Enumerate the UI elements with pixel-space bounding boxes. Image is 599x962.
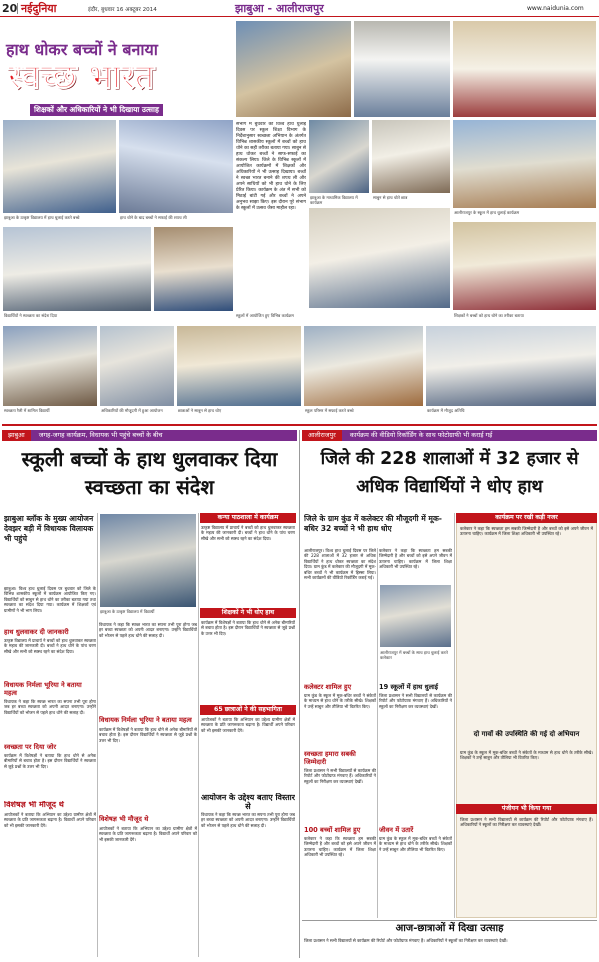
- left-body-text: झाबुआ। विश्व हाथ धुलाई दिवस पर बुधवार को जिले के विभिन्न शासकीय स्कूलों में कार्यक्रम आयोजित किए गए। विद्यार्थियों को साबुन से हाथ धोने का तरीका बताया गया तथा स्वच्छता का संदेश दिया गया। कार्यक्रम में शिक्षकों एवं ग्रामीणों ने भी भाग लिया।: [4, 586, 96, 613]
- left-box-4-text: विधायक ने कहा कि स्वच्छ भारत का सपना तभी पूरा होगा जब हर बच्चा स्वच्छता को अपनी आदत बनाएगा। उन्होंने विद्यार्थियों को भोजन से पहले हाथ धोने की सलाह दी।: [201, 812, 295, 828]
- left-box-3-text: आयोजकों ने बताया कि अभियान का उद्देश्य ग्रामीण क्षेत्रों में स्वच्छता के प्रति जागरूकता बढ़ाना है। विद्यार्थी अपने परिवार को भी इसकी जानकारी देंगे।: [201, 717, 295, 733]
- right-col-text-f: ग्राम कुंड के स्कूल में मूक-बधिर बच्चों ने संकेतों के माध्यम से हाथ धोने के तरीके सीखे। शिक्षकों ने उन्हें साबुन और तौलिया भी वितरित किए।: [379, 836, 452, 852]
- right-photo-caption: आलीराजपुर में बच्चों के साथ हाथ धुलाई करते कलेक्टर: [380, 650, 448, 660]
- caption-12: स्कूल परिसर में सफाई करते बच्चे: [305, 408, 354, 413]
- left-subhead-2: विधायक निर्मला भूरिया ने बताया महत्व: [4, 681, 82, 697]
- feature-title-block: [2, 20, 234, 118]
- right-deck: जिले के ग्राम कुंड में कलेक्टर की मौजूदगी में मूक-बधिर 32 बच्चों ने भी हाथ धोए: [304, 514, 442, 533]
- right-col-text-b: ग्राम कुंड के स्कूल में मूक-बधिर बच्चों ने संकेतों के माध्यम से हाथ धोने के तरीके सीखे। शिक्षकों ने उन्हें साबुन और तौलिया भी वितरित किए।: [304, 693, 376, 709]
- right-footer-text: जिला प्रशासन ने सभी विद्यालयों से कार्यक्रम की रिपोर्ट और फोटोग्राफ मंगवाए हैं। अधिकारियों ने स्कूलों का निरीक्षण कर व्यवस्थाएं देखीं।: [304, 938, 508, 943]
- photo-outdoor-ceremony: [452, 119, 597, 209]
- feature-subtitle: शिक्षकों और अधिकारियों ने भी दिखाया उत्साह: [30, 104, 163, 116]
- left-deck: झाबुआ ब्लॉक के मुख्य आयोजन देवझर बड़ी में विधायक विलायक भी पहुंचे: [4, 514, 94, 543]
- left-mid-column-3: आयोजकों ने बताया कि अभियान का उद्देश्य ग्रामीण क्षेत्रों में स्वच्छता के प्रति जागरूकता बढ़ाना है। विद्यार्थी अपने परिवार को भी इसकी जानकारी देंगे।: [99, 826, 197, 842]
- right-col-text-c: जिला प्रशासन ने सभी विद्यालयों से कार्यक्रम की रिपोर्ट और फोटोग्राफ मंगवाए हैं। अधिकारियों ने स्कूलों का निरीक्षण कर व्यवस्थाएं देखीं।: [304, 768, 376, 784]
- right-subhead-5: जीवन में उतारें: [379, 826, 414, 834]
- right-subhead-4: 100 बच्चों शामिल हुए: [304, 826, 361, 834]
- right-col-text-d: कलेक्टर ने कहा कि स्वच्छता हम सबकी जिम्मेदारी है और बच्चों को इसे अपने जीवन में उतारना चाहिए। कार्यक्रम में जिला शिक्षा अधिकारी भी उपस्थित रहे।: [304, 836, 376, 858]
- left-mid-subhead-2: विशेषज्ञ भी मौजूद थे: [99, 815, 149, 823]
- right-footer-rule: [302, 920, 597, 921]
- newspaper-logo: नईदुनिया: [21, 2, 57, 15]
- caption-5: आलीराजपुर के स्कूल में हाथ धुलाई कार्यक्रम: [454, 210, 520, 215]
- left-headline: स्कूली बच्चों के हाथ धुलवाकर दिया स्वच्छता का संदेश: [21, 447, 278, 499]
- photo-handwash-close: [308, 119, 370, 194]
- center-divider: [299, 430, 300, 958]
- right-box-1-title: कार्यक्रम पर रखी कड़ी नजर: [456, 513, 597, 523]
- left-mid-subhead: विधायक निर्मला भूरिया ने बताया महत्व: [99, 716, 192, 724]
- photo-students-line: [452, 20, 597, 118]
- left-band-text: जगह-जगह कार्यक्रम, विधायक भी पहुंचे बच्चों के बीच: [38, 431, 163, 439]
- right-col-rule-1: [377, 548, 378, 918]
- right-col-text-a: कलेक्टर ने कहा कि स्वच्छता हम सबकी जिम्मेदारी है और बच्चों को इसे अपने जीवन में उतारना चाहिए। कार्यक्रम में जिला शिक्षा अधिकारी भी उपस्थित रहे।: [379, 548, 452, 570]
- dateline: इंदौर, बुधवार 16 अक्टूबर 2014: [88, 7, 157, 13]
- right-article-photo: [379, 584, 452, 648]
- right-footer-headline: आज-छात्राओं में दिखा उत्साह: [395, 923, 504, 934]
- right-col-rule-2: [454, 513, 455, 918]
- photo-officials-school: [308, 207, 451, 309]
- page-number-divider: [17, 3, 18, 14]
- photo-teachers-group: [2, 226, 152, 312]
- left-box-2-title: शिक्षकों ने भी धोए हाथ: [200, 608, 296, 618]
- left-col-rule-2: [198, 513, 199, 957]
- right-box-1-text: कलेक्टर ने कहा कि स्वच्छता हम सबकी जिम्मेदारी है और बच्चों को इसे अपने जीवन में उतारना चाहिए। कार्यक्रम में जिला शिक्षा अधिकारी भी उपस्थित रहे।: [460, 526, 593, 537]
- caption-13: कार्यक्रम में मौजूद अतिथि: [427, 408, 465, 413]
- caption-4: साबुन से हाथ धोते छात्र: [373, 195, 408, 200]
- right-band-text: कार्यक्रम की वीडियो रिकॉर्डिंग के साथ फोटोग्राफी भी कराई गई: [349, 431, 493, 439]
- left-subhead-5: आयोजन के उद्देश्य बताए विस्तार से: [201, 793, 295, 810]
- left-box-2-text: कार्यक्रम में विशेषज्ञों ने बताया कि हाथ धोने से अनेक बीमारियों से बचाव होता है। इस दौरान विद्यार्थियों ने स्वच्छता से जुड़े प्रश्नों के उत्तर भी दिए।: [201, 620, 295, 636]
- feature-intro-text: संभाग में बुधवार को विश्व हाथ धुलाई दिवस पर स्कूल शिक्षा विभाग के निर्देशानुसार स्वच्छता अभियान के अंतर्गत विभिन्न शासकीय स्कूलों में बच्चों को हाथ धोने का सही तरीका बताया गया। साबुन से हाथ धोकर बच्चों ने साफ-सफाई का संकल्प लिया। जिले के विभिन्न स्कूलों में आयोजित कार्यक्रमों में शिक्षकों और अधिकारियों ने भी उत्साह दिखाया। बच्चों ने स्वच्छ भारत बनाने की शपथ ली और अपने साथियों को भी हाथ धोने के लिए प्रेरित किया। कार्यक्रम के अंत में सभी को मिठाई बांटी गई और बच्चों ने अपने अनुभव साझा किए। इस दौरान पूरे संभाग के स्कूलों में उत्सव जैसा माहौल रहा।: [236, 122, 306, 211]
- right-section-band: [302, 430, 597, 441]
- left-article-photo: [99, 513, 197, 608]
- feature-title-line1: हाथ धोकर बच्चों ने बनाया: [6, 40, 158, 59]
- caption-3: झाबुआ के माध्यमिक विद्यालय में कार्यक्रम: [310, 195, 358, 205]
- section-name: झाबुआ - आलीराजपुर: [235, 2, 324, 15]
- left-subhead-3: स्वच्छता पर दिया जोर: [4, 743, 57, 751]
- caption-8: शिक्षकों ने बच्चों को हाथ धोने का तरीका बताया: [454, 313, 524, 318]
- photo-bottom-4: [303, 325, 424, 407]
- left-mid-column-2: कार्यक्रम में विशेषज्ञों ने बताया कि हाथ धोने से अनेक बीमारियों से बचाव होता है। इस दौरान विद्यार्थियों ने स्वच्छता से जुड़े प्रश्नों के उत्तर भी दिए।: [99, 727, 197, 743]
- page-number: 20: [2, 2, 18, 15]
- left-box-3-title: 65 छात्राओं ने की सहभागिता: [200, 705, 296, 715]
- left-photo-caption: झाबुआ के उत्कृष्ट विद्यालय में विद्यार्थी: [100, 609, 155, 614]
- photo-bottom-5: [425, 325, 597, 407]
- right-subhead-2: कलेक्टर शामिल हुए: [304, 683, 352, 691]
- website[interactable]: www.naidunia.com: [527, 5, 584, 12]
- left-subhead-4: विशेषज्ञ भी मौजूद थे: [4, 801, 64, 809]
- right-body-text: आलीराजपुर। विश्व हाथ धुलाई दिवस पर जिले की 228 शालाओं में 32 हजार से अधिक विद्यार्थियों ने हाथ धोकर स्वच्छता का संदेश दिया। ग्राम कुंड में कलेक्टर की मौजूदगी में मूक-बधिर बच्चों ने भी कार्यक्रम में हिस्सा लिया। सभी कार्यक्रमों की वीडियो रिकॉर्डिंग कराई गई।: [304, 548, 376, 581]
- photo-girls-row: [153, 226, 234, 312]
- right-box-3-text: जिला प्रशासन ने सभी विद्यालयों से कार्यक्रम की रिपोर्ट और फोटोग्राफ मंगवाए हैं। अधिकारियों ने स्कूलों का निरीक्षण कर व्यवस्थाएं देखीं।: [460, 817, 593, 828]
- photo-bottom-2: [99, 325, 175, 407]
- right-headline: जिले की 228 शालाओं में 32 हजार से अधिक विद्यार्थियों ने धोए हाथ: [320, 449, 579, 497]
- photo-bottom-3: [176, 325, 302, 407]
- right-col-text-e: जिला प्रशासन ने सभी विद्यालयों से कार्यक्रम की रिपोर्ट और फोटोग्राफ मंगवाए हैं। अधिकारियों ने स्कूलों का निरीक्षण कर व्यवस्थाएं देखीं।: [379, 693, 452, 709]
- left-box-1-text: उत्कृष्ट विद्यालय में प्राचार्य ने बच्चों को हाथ धुलवाकर स्वच्छता के महत्व की जानकारी दी। बच्चों ने हाथ धोने के पांच चरण सीखे और सभी को स्वस्थ रहने का संदेश दिया।: [201, 525, 295, 541]
- right-box-2-text: ग्राम कुंड के स्कूल में मूक-बधिर बच्चों ने संकेतों के माध्यम से हाथ धोने के तरीके सीखे। शिक्षकों ने उन्हें साबुन और तौलिया भी वितरित किए।: [460, 750, 593, 761]
- right-box-2-title: दो गावों की उपस्थिति की गई दो अभियान: [473, 730, 580, 738]
- left-mid-column: विधायक ने कहा कि स्वच्छ भारत का सपना तभी पूरा होगा जब हर बच्चा स्वच्छता को अपनी आदत बनाएगा। उन्होंने विद्यार्थियों को भोजन से पहले हाथ धोने की सलाह दी।: [99, 622, 197, 638]
- caption-11: छात्राओं ने साबुन से हाथ धोए: [178, 408, 222, 413]
- photo-children-handwash-2: [353, 20, 451, 118]
- caption-6: विद्यार्थियों ने स्वच्छता का संदेश दिया: [4, 313, 58, 318]
- right-band-tag: आलीराजपुर: [302, 430, 342, 441]
- photo-classroom: [371, 119, 451, 194]
- left-col-text-3: कार्यक्रम में विशेषज्ञों ने बताया कि हाथ धोने से अनेक बीमारियों से बचाव होता है। इस दौरान विद्यार्थियों ने स्वच्छता से जुड़े प्रश्नों के उत्तर भी दिए।: [4, 753, 96, 769]
- left-subhead-1: हाथ धुलवाकर दी जानकारी: [4, 628, 69, 636]
- caption-9: स्वच्छता रैली में शामिल विद्यार्थी: [4, 408, 50, 413]
- photo-school-outdoor: [2, 119, 117, 214]
- photo-girls-washing: [118, 119, 234, 214]
- left-box-1-title: कन्या पाठशाला में कार्यक्रम: [200, 513, 296, 523]
- caption-1: झाबुआ के उत्कृष्ट विद्यालय में हाथ धुलाई करते बच्चे: [4, 215, 80, 220]
- caption-10: अधिकारियों की मौजूदगी में हुआ आयोजन: [101, 408, 163, 413]
- photo-children-handwash-1: [235, 20, 352, 118]
- left-col-text-2: विधायक ने कहा कि स्वच्छ भारत का सपना तभी पूरा होगा जब हर बच्चा स्वच्छता को अपनी आदत बनाएगा। उन्होंने विद्यार्थियों को भोजन से पहले हाथ धोने की सलाह दी।: [4, 699, 96, 715]
- feature-title-line2: स्वच्छ भारत: [8, 57, 155, 97]
- photo-bottom-1: [2, 325, 98, 407]
- caption-2: हाथ धोने के बाद बच्चों ने सफाई की शपथ ली: [120, 215, 187, 220]
- left-col-rule-1: [97, 513, 98, 957]
- left-col-text-4: आयोजकों ने बताया कि अभियान का उद्देश्य ग्रामीण क्षेत्रों में स्वच्छता के प्रति जागरूकता बढ़ाना है। विद्यार्थी अपने परिवार को भी इसकी जानकारी देंगे।: [4, 812, 96, 828]
- right-box-3-title: पंजीयन भी किया गया: [456, 804, 597, 814]
- left-section-band: [2, 430, 297, 441]
- left-band-tag: झाबुआ: [2, 430, 31, 441]
- left-col-text-1: उत्कृष्ट विद्यालय में प्राचार्य ने बच्चों को हाथ धुलवाकर स्वच्छता के महत्व की जानकारी दी। बच्चों ने हाथ धोने के पांच चरण सीखे और सभी को स्वस्थ रहने का संदेश दिया।: [4, 638, 96, 654]
- right-subhead-3: स्वच्छता हमारा सबकी जिम्मेदारी: [304, 750, 356, 766]
- caption-7: स्कूलों में आयोजित हुए विभिन्न कार्यक्रम: [236, 313, 294, 318]
- masthead: [0, 0, 599, 17]
- right-subhead-1: 19 स्कूलों में हाथ धुलाई: [379, 683, 439, 691]
- feature-bottom-rule: [2, 424, 597, 426]
- photo-girls-school-yard: [452, 221, 597, 311]
